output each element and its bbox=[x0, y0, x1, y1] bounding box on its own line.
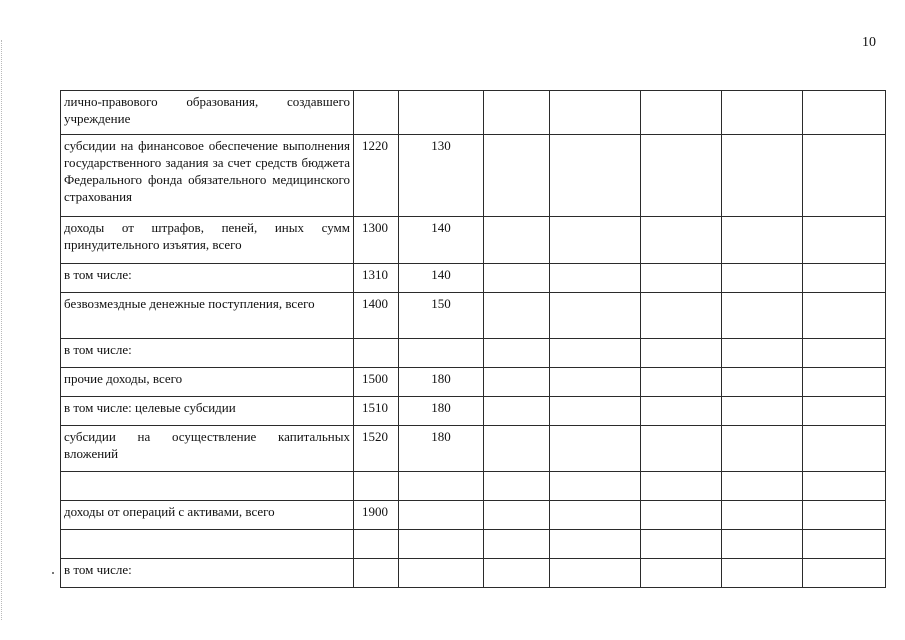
table-row bbox=[61, 501, 886, 530]
empty-value-cell bbox=[722, 264, 803, 293]
row-name-cell bbox=[61, 530, 354, 559]
empty-value-cell bbox=[803, 217, 886, 264]
empty-value-cell bbox=[484, 135, 550, 217]
row-kosgu-cell: 180 bbox=[399, 397, 484, 426]
row-kosgu-cell bbox=[399, 472, 484, 501]
empty-value-cell bbox=[550, 472, 641, 501]
empty-value-cell bbox=[484, 426, 550, 472]
table-row bbox=[61, 426, 886, 472]
empty-value-cell bbox=[722, 368, 803, 397]
row-kosgu-cell: 140 bbox=[399, 217, 484, 264]
row-name-cell: в том числе: bbox=[61, 264, 354, 293]
empty-value-cell bbox=[550, 368, 641, 397]
row-code-cell: 1300 bbox=[354, 217, 399, 264]
row-name-cell: субсидии на финансовое обеспечение выполнения государственного задания за счет средств бюджета Федерального фонда обязательного медицинского страхования bbox=[61, 135, 354, 217]
empty-value-cell bbox=[803, 530, 886, 559]
empty-value-cell bbox=[484, 91, 550, 135]
row-code-cell: 1500 bbox=[354, 368, 399, 397]
empty-value-cell bbox=[641, 530, 722, 559]
empty-value-cell bbox=[550, 264, 641, 293]
row-code-cell bbox=[354, 339, 399, 368]
empty-value-cell bbox=[803, 368, 886, 397]
empty-value-cell bbox=[803, 135, 886, 217]
empty-value-cell bbox=[484, 559, 550, 588]
row-kosgu-cell bbox=[399, 339, 484, 368]
table-row bbox=[61, 293, 886, 339]
empty-value-cell bbox=[803, 426, 886, 472]
table-row bbox=[61, 339, 886, 368]
empty-value-cell bbox=[641, 135, 722, 217]
empty-value-cell bbox=[641, 91, 722, 135]
empty-value-cell bbox=[641, 426, 722, 472]
empty-value-cell bbox=[550, 339, 641, 368]
empty-value-cell bbox=[722, 217, 803, 264]
table-row bbox=[61, 472, 886, 501]
row-kosgu-cell bbox=[399, 91, 484, 135]
scan-edge-line bbox=[1, 40, 3, 620]
empty-value-cell bbox=[550, 135, 641, 217]
empty-value-cell bbox=[722, 501, 803, 530]
empty-value-cell bbox=[641, 339, 722, 368]
row-code-cell: 1900 bbox=[354, 501, 399, 530]
empty-value-cell bbox=[550, 217, 641, 264]
empty-value-cell bbox=[803, 472, 886, 501]
empty-value-cell bbox=[484, 530, 550, 559]
empty-value-cell bbox=[484, 368, 550, 397]
empty-value-cell bbox=[722, 397, 803, 426]
empty-value-cell bbox=[641, 217, 722, 264]
empty-value-cell bbox=[550, 293, 641, 339]
row-kosgu-cell bbox=[399, 530, 484, 559]
empty-value-cell bbox=[641, 264, 722, 293]
table-row bbox=[61, 530, 886, 559]
empty-value-cell bbox=[641, 501, 722, 530]
table-row bbox=[61, 264, 886, 293]
empty-value-cell bbox=[484, 339, 550, 368]
empty-value-cell bbox=[550, 397, 641, 426]
row-code-cell bbox=[354, 91, 399, 135]
row-code-cell bbox=[354, 559, 399, 588]
row-code-cell: 1220 bbox=[354, 135, 399, 217]
row-name-cell: доходы от операций с активами, всего bbox=[61, 501, 354, 530]
empty-value-cell bbox=[803, 293, 886, 339]
table-row bbox=[61, 217, 886, 264]
empty-value-cell bbox=[803, 264, 886, 293]
row-code-cell bbox=[354, 472, 399, 501]
empty-value-cell bbox=[722, 559, 803, 588]
empty-value-cell bbox=[641, 559, 722, 588]
empty-value-cell bbox=[722, 135, 803, 217]
empty-value-cell bbox=[484, 397, 550, 426]
empty-value-cell bbox=[550, 501, 641, 530]
empty-value-cell bbox=[722, 426, 803, 472]
row-code-cell: 1520 bbox=[354, 426, 399, 472]
table-row bbox=[61, 91, 886, 135]
row-kosgu-cell: 130 bbox=[399, 135, 484, 217]
table-row bbox=[61, 368, 886, 397]
empty-value-cell bbox=[641, 397, 722, 426]
table-row bbox=[61, 559, 886, 588]
row-name-cell: безвозмездные денежные поступления, всего bbox=[61, 293, 354, 339]
empty-value-cell bbox=[484, 472, 550, 501]
table-row bbox=[61, 135, 886, 217]
empty-value-cell bbox=[722, 91, 803, 135]
empty-value-cell bbox=[803, 339, 886, 368]
empty-value-cell bbox=[641, 472, 722, 501]
empty-value-cell bbox=[803, 397, 886, 426]
row-kosgu-cell bbox=[399, 501, 484, 530]
row-name-cell: лично-правового образования, создавшего учреждение bbox=[61, 91, 354, 135]
empty-value-cell bbox=[484, 501, 550, 530]
scan-speck bbox=[52, 572, 54, 574]
row-name-cell: субсидии на осуществление капитальных вложений bbox=[61, 426, 354, 472]
empty-value-cell bbox=[550, 426, 641, 472]
row-name-cell: прочие доходы, всего bbox=[61, 368, 354, 397]
empty-value-cell bbox=[722, 472, 803, 501]
table-row bbox=[61, 397, 886, 426]
empty-value-cell bbox=[550, 559, 641, 588]
empty-value-cell bbox=[550, 530, 641, 559]
empty-value-cell bbox=[641, 293, 722, 339]
empty-value-cell bbox=[484, 293, 550, 339]
row-name-cell bbox=[61, 472, 354, 501]
row-code-cell: 1310 bbox=[354, 264, 399, 293]
empty-value-cell bbox=[722, 339, 803, 368]
row-name-cell: в том числе: целевые субсидии bbox=[61, 397, 354, 426]
empty-value-cell bbox=[803, 501, 886, 530]
empty-value-cell bbox=[550, 91, 641, 135]
empty-value-cell bbox=[484, 264, 550, 293]
row-code-cell: 1400 bbox=[354, 293, 399, 339]
row-kosgu-cell bbox=[399, 559, 484, 588]
row-kosgu-cell: 180 bbox=[399, 426, 484, 472]
row-kosgu-cell: 180 bbox=[399, 368, 484, 397]
empty-value-cell bbox=[641, 368, 722, 397]
row-name-cell: в том числе: bbox=[61, 339, 354, 368]
empty-value-cell bbox=[722, 530, 803, 559]
empty-value-cell bbox=[722, 293, 803, 339]
empty-value-cell bbox=[803, 91, 886, 135]
row-name-cell: доходы от штрафов, пеней, иных сумм принудительного изъятия, всего bbox=[61, 217, 354, 264]
row-code-cell: 1510 bbox=[354, 397, 399, 426]
row-kosgu-cell: 140 bbox=[399, 264, 484, 293]
empty-value-cell bbox=[803, 559, 886, 588]
row-kosgu-cell: 150 bbox=[399, 293, 484, 339]
row-name-cell: в том числе: bbox=[61, 559, 354, 588]
budget-income-table bbox=[60, 90, 886, 588]
row-code-cell bbox=[354, 530, 399, 559]
empty-value-cell bbox=[484, 217, 550, 264]
page-number: 10 bbox=[862, 35, 876, 50]
